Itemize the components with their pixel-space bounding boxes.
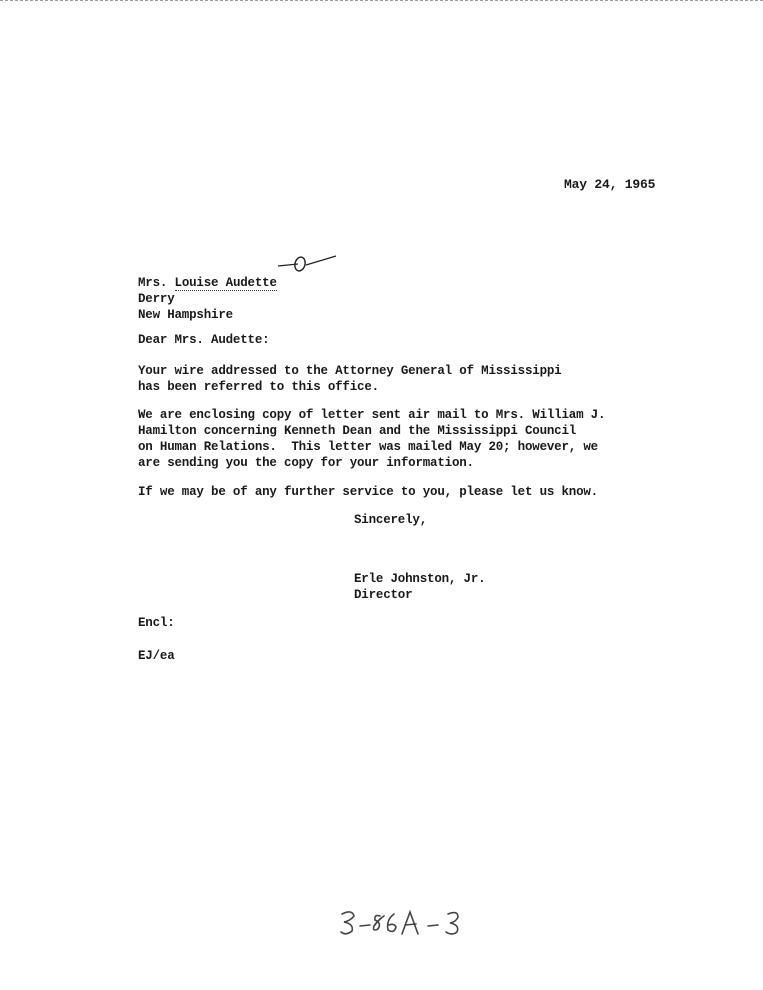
letter-date: May 24, 1965	[564, 177, 656, 192]
paragraph-1: Your wire addressed to the Attorney General of Mississippi has been referred to this office.	[138, 364, 562, 394]
closing: Sincerely,	[354, 513, 428, 527]
signer-title: Director	[354, 588, 413, 602]
recipient-city: Derry	[138, 292, 175, 306]
handwritten-mark	[276, 252, 338, 276]
recipient-state: New Hampshire	[138, 308, 233, 322]
recipient-address-block	[138, 275, 277, 323]
enclosure-note: Encl:	[138, 616, 175, 630]
signer-name: Erle Johnston, Jr.	[354, 572, 486, 586]
handwritten-file-number	[338, 906, 493, 940]
recipient-name: Louise Audette	[174, 276, 277, 290]
recipient-prefix: Mrs.	[138, 276, 168, 290]
typist-initials: EJ/ea	[138, 649, 175, 663]
salutation: Dear Mrs. Audette:	[138, 333, 270, 347]
page-top-border	[0, 0, 763, 1]
signature-block	[354, 571, 485, 603]
paragraph-2: We are enclosing copy of letter sent air mail to Mrs. William J. Hamilton concerning Kenneth Dean and the Mississippi Council on Human Relations. This letter was mailed May 20; however, we are sending you the copy for your information.	[138, 408, 606, 470]
paragraph-3: If we may be of any further service to you, please let us know.	[138, 485, 598, 499]
